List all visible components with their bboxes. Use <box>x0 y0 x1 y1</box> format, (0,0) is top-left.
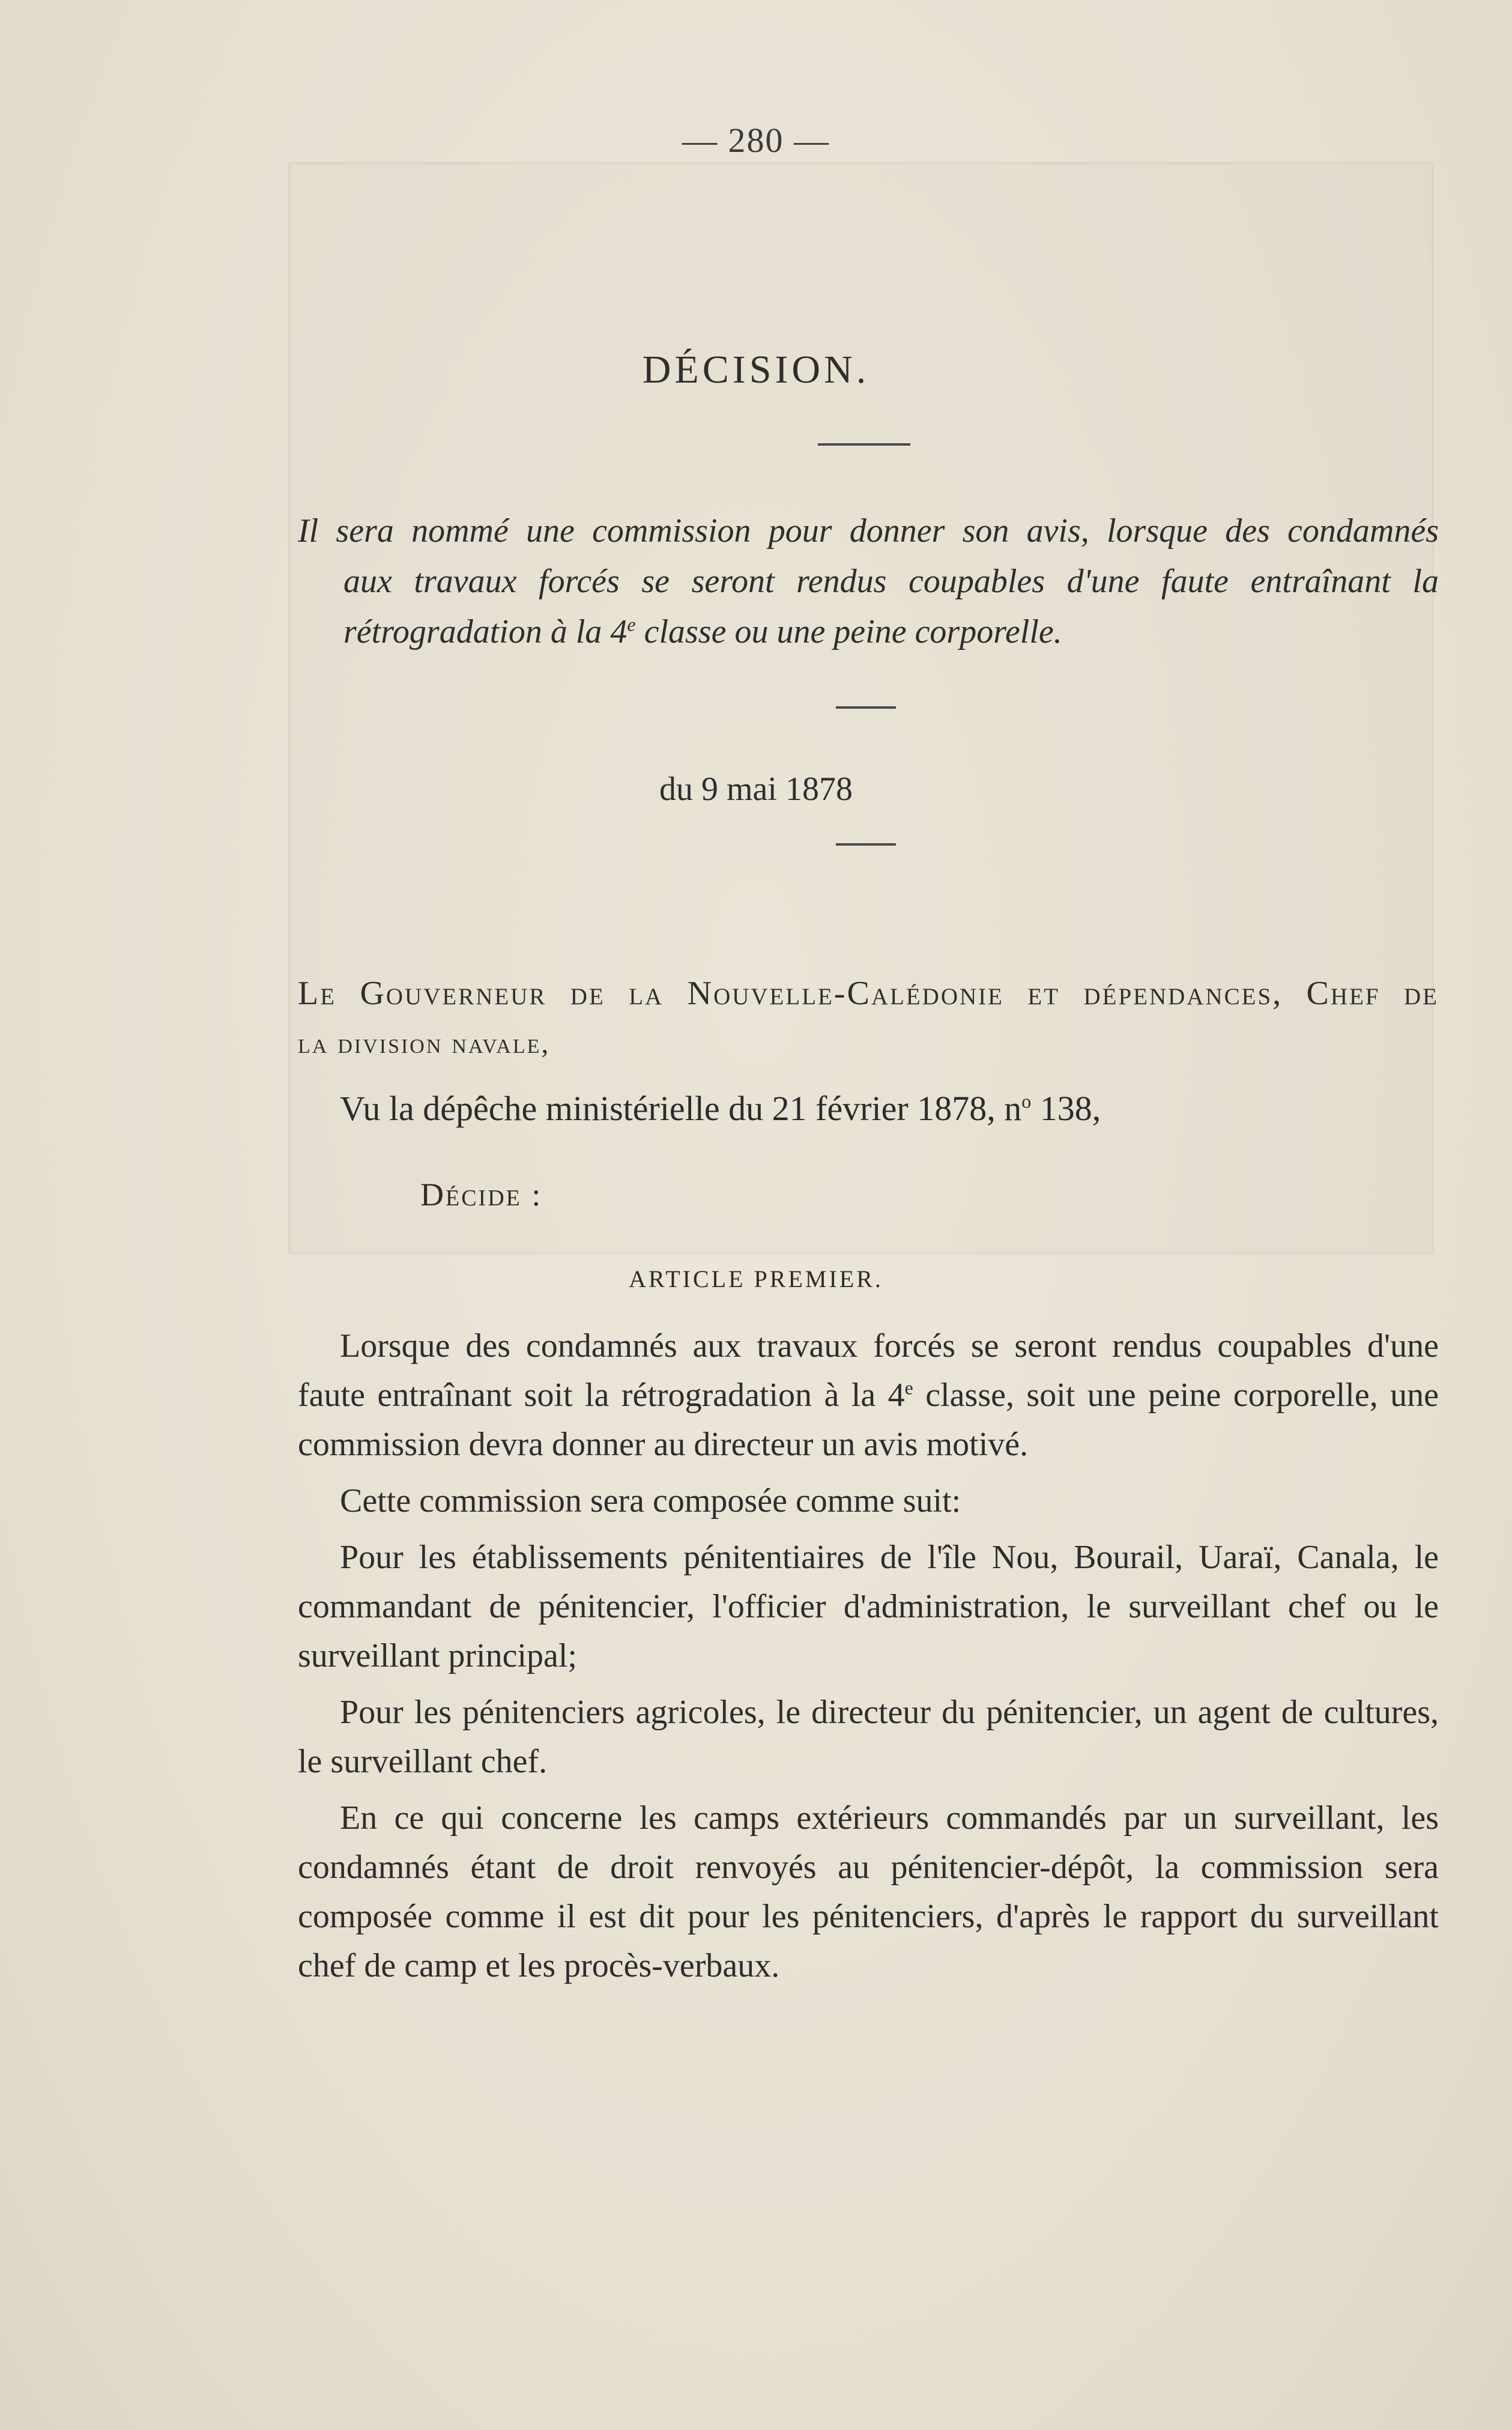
paragraph-1 <box>298 1321 1439 1469</box>
article-body <box>298 1321 1439 1998</box>
decide-heading: Décide : <box>420 1177 543 1213</box>
page-number: — 280 — <box>682 121 830 160</box>
title-divider <box>818 443 910 446</box>
article-heading: ARTICLE PREMIER. <box>629 1265 883 1292</box>
summary-line-3 <box>298 607 1439 657</box>
summary-line-1: Il sera nommé une commission pour donner son avis, lorsque des condamnés <box>298 512 1439 550</box>
decision-summary <box>298 506 1439 657</box>
ordinal-suffix: e <box>904 1377 913 1399</box>
decision-date: du 9 mai 1878 <box>659 771 853 808</box>
authority-line-1: Le Gouverneur de la Nouvelle-Calédonie et dépendances, Chef de <box>298 975 1439 1012</box>
summary-line-3-end: classe ou une peine corporelle. <box>635 613 1062 650</box>
number-abbrev-suffix: o <box>1021 1090 1032 1112</box>
issuing-authority <box>298 968 1439 1069</box>
paragraph-3: Pour les établissements pénitentiaires de l'île Nou, Bourail, Uaraï, Canala, le commandant de pénitencier, l'officier d'administration, le surveillant chef ou le surveillant principal; <box>298 1539 1439 1674</box>
paragraph-1-text: Lorsque des condamnés aux travaux forcés se seront rendus coupables d'une faute entraînant soit la rétrogradation à la 4 <box>298 1327 1439 1414</box>
paragraph-2: Cette commission sera composée comme suit: <box>340 1482 961 1520</box>
summary-line-2: aux travaux forcés se seront rendus coupables d'une faute entraînant la <box>343 563 1439 600</box>
reference-text: Vu la dépêche ministérielle du 21 février 1878, n <box>340 1089 1022 1128</box>
reference-number: 138, <box>1031 1089 1101 1128</box>
reference-clause <box>340 1088 1439 1129</box>
date-divider <box>836 843 896 846</box>
ordinal-suffix: e <box>627 613 636 635</box>
paragraph-1-end: classe, soit une peine corporelle, une commission devra donner au directeur un avis motivé. <box>298 1377 1439 1463</box>
paragraph-5: En ce qui concerne les camps extérieurs commandés par un surveillant, les condamnés étant de droit renvoyés au pénitencier-dépôt, la commission sera composée comme il est dit pour les pénitenciers, d'après le rapport du surveillant chef de camp et les procès-verbaux. <box>298 1799 1439 1984</box>
document-title: DÉCISION. <box>642 348 870 392</box>
summary-divider <box>836 706 896 709</box>
paragraph-4: Pour les pénitenciers agricoles, le directeur du pénitencier, un agent de cultures, le surveillant chef. <box>298 1694 1439 1780</box>
authority-line-2: la division navale, <box>298 1028 551 1059</box>
summary-line-3-text: rétrogradation à la 4 <box>343 613 627 650</box>
